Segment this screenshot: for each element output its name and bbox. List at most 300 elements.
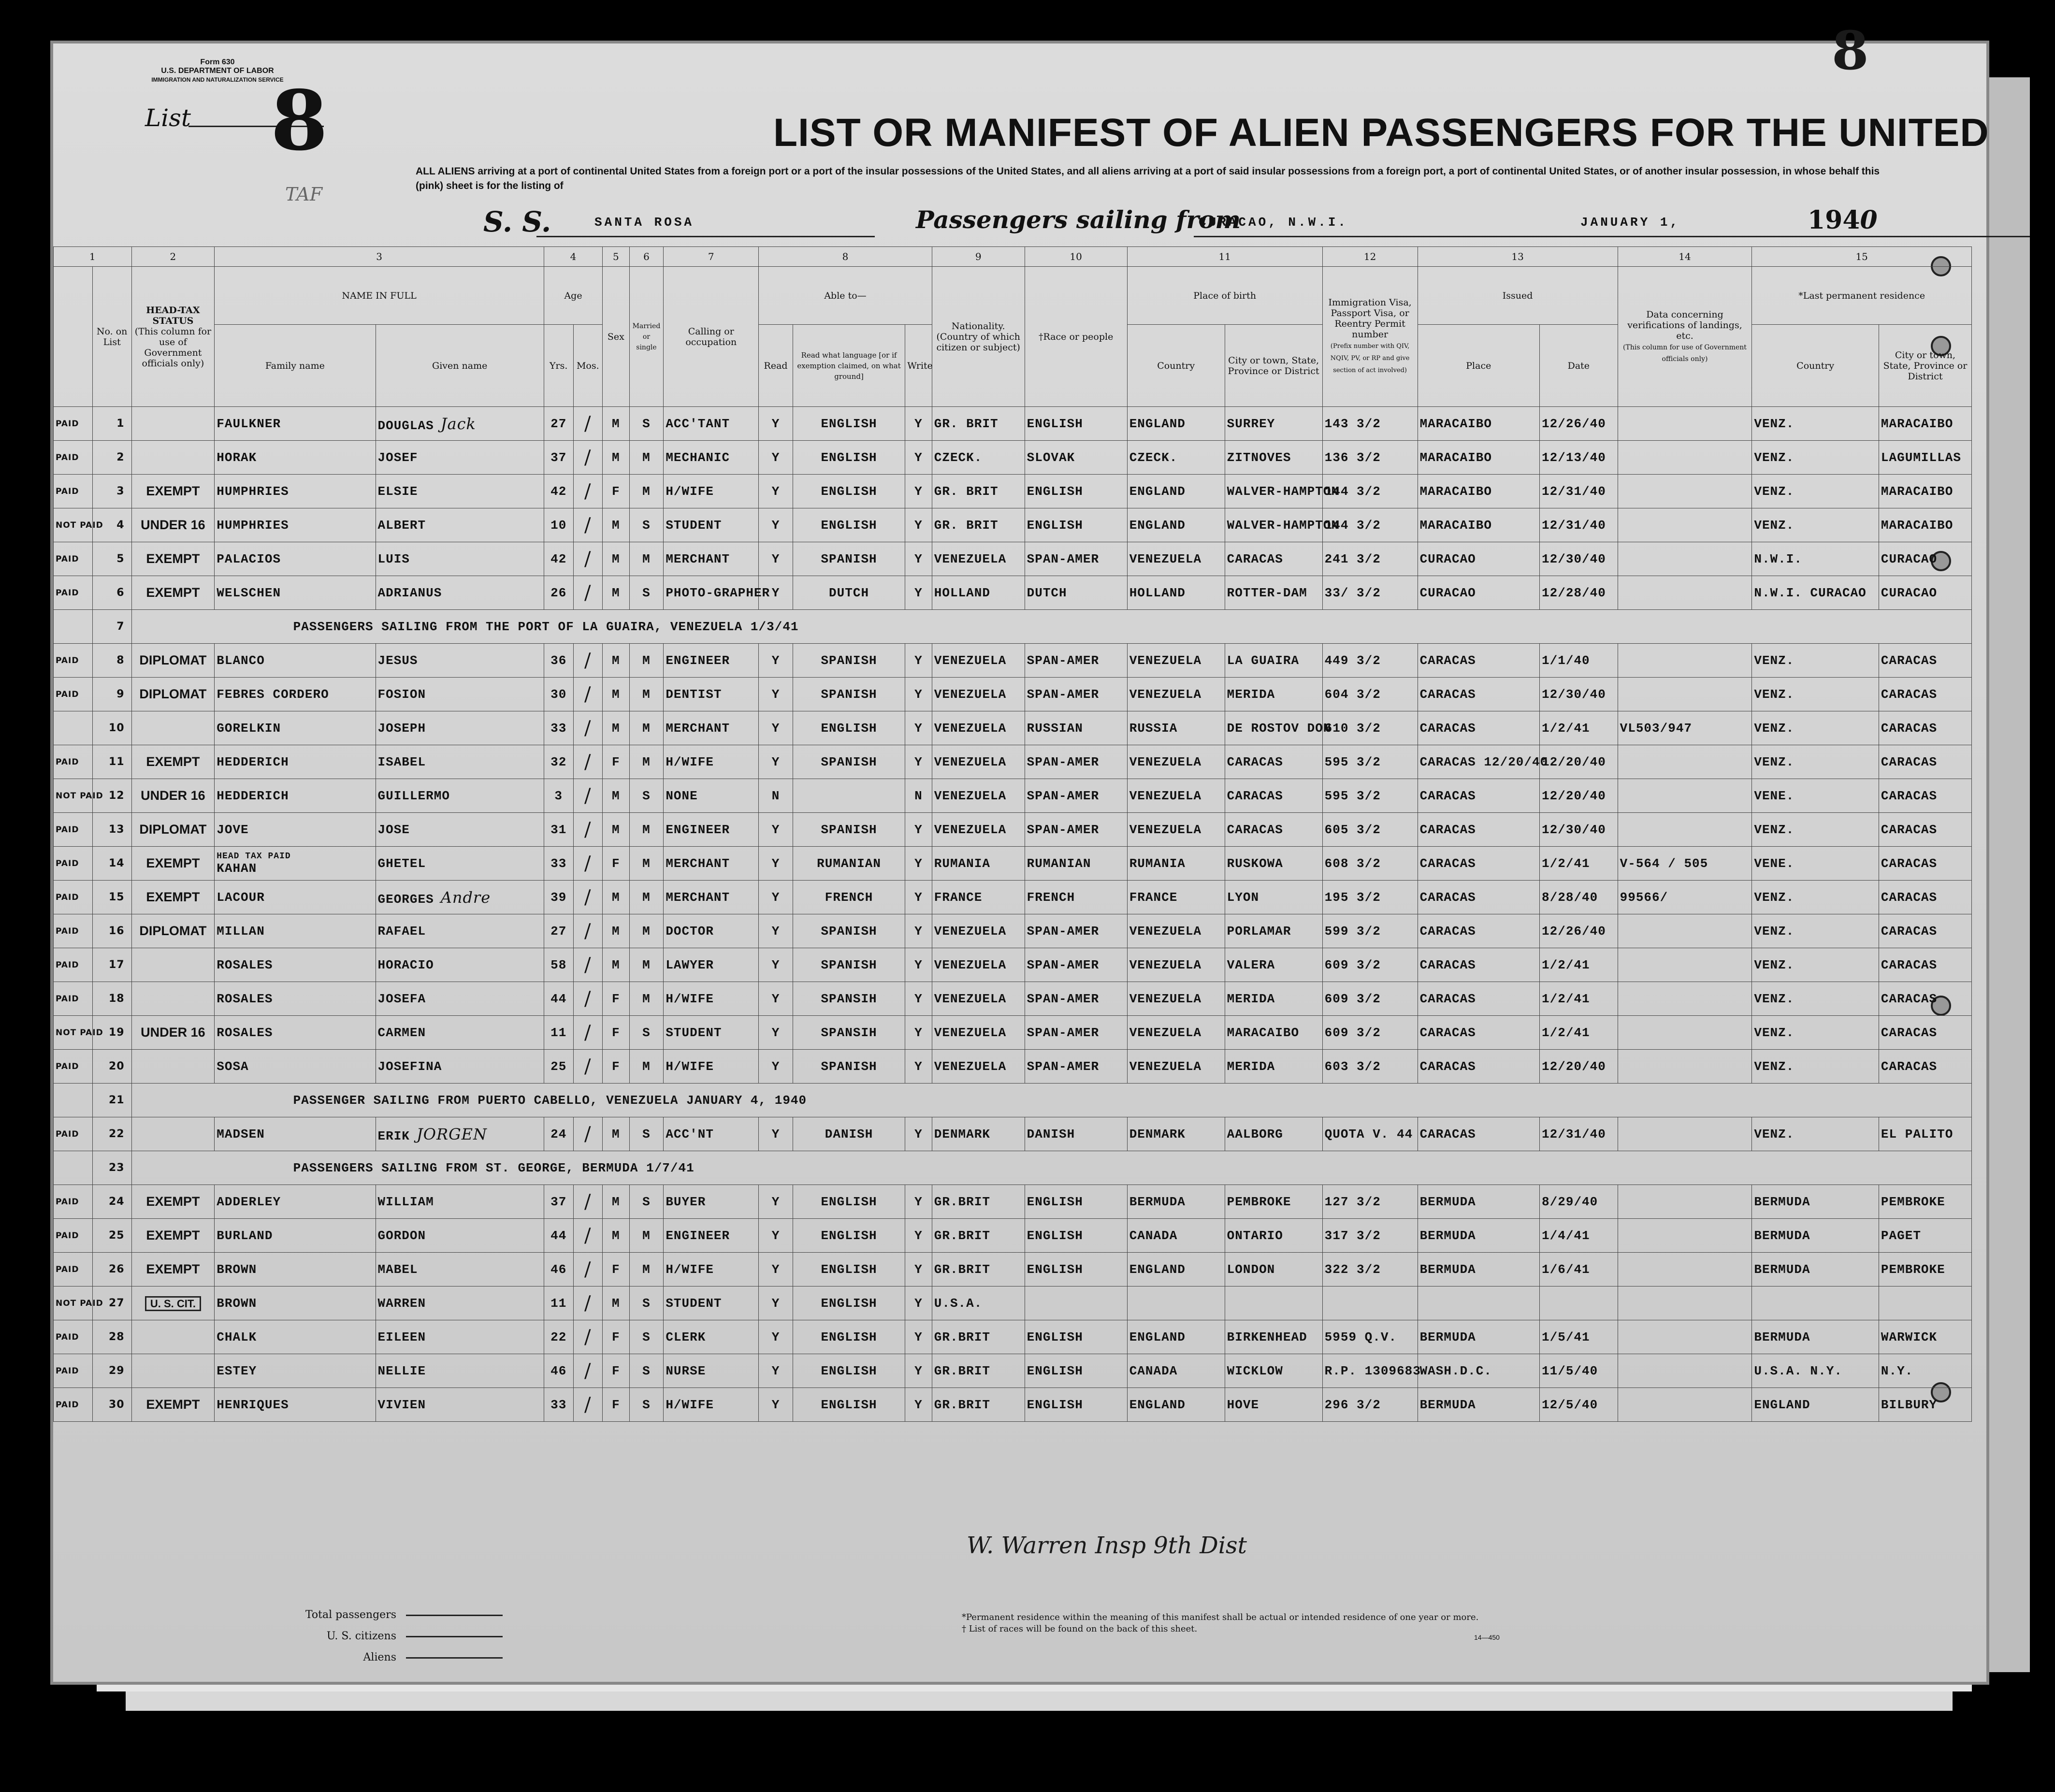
slash-mark: / xyxy=(584,920,592,942)
cell-write: Y xyxy=(905,1219,932,1253)
cell-idate: 1/6/41 xyxy=(1540,1253,1618,1286)
cell-no: 17 xyxy=(92,948,131,982)
cell-visa: 595 3/2 xyxy=(1322,745,1418,779)
cell-ms: M xyxy=(629,678,664,711)
slash-mark: / xyxy=(584,818,592,841)
cell-bcity: WICKLOW xyxy=(1225,1354,1322,1388)
cell-paid: NOT PAID xyxy=(54,779,93,813)
cell-nat: GR.BRIT xyxy=(932,1219,1025,1253)
cell-mos xyxy=(573,475,603,508)
cell-mos xyxy=(573,1185,603,1219)
cell-bcity: ZITNOVES xyxy=(1225,441,1322,475)
cell-read: Y xyxy=(759,881,793,914)
slash-mark: / xyxy=(584,446,592,469)
cell-given xyxy=(376,475,544,508)
cell-family: WELSCHEN xyxy=(215,576,376,610)
row-paid-cell xyxy=(54,610,93,644)
cell-read: Y xyxy=(759,678,793,711)
cell-rcountry: VENZ. xyxy=(1752,914,1879,948)
cell-race: ENGLISH xyxy=(1025,475,1127,508)
cell-idate: 12/30/40 xyxy=(1540,542,1618,576)
cell-ms: S xyxy=(629,1388,664,1422)
col-issued: Issued xyxy=(1418,267,1618,325)
cell-bcity: MARACAIBO xyxy=(1225,1016,1322,1050)
cell-bcity: MERIDA xyxy=(1225,982,1322,1016)
sailing-from: CURACAO, N.W.I. xyxy=(1199,215,1348,230)
cell-yrs: 3 xyxy=(544,779,573,813)
cell-given xyxy=(376,1050,544,1084)
cell-lang: ENGLISH xyxy=(793,711,905,745)
cell-status: DIPLOMAT xyxy=(131,914,215,948)
cell-rcity: LAGUMILLAS xyxy=(1879,441,1971,475)
cell-ms: S xyxy=(629,407,664,441)
col-num-15: 15 xyxy=(1752,247,1972,267)
cell-occ: MERCHANT xyxy=(664,711,759,745)
cell-ms: M xyxy=(629,745,664,779)
cell-bcountry: VENEZUELA xyxy=(1127,745,1225,779)
cell-bcountry: VENEZUELA xyxy=(1127,542,1225,576)
passenger-row xyxy=(54,475,1972,508)
cell-occ: MERCHANT xyxy=(664,847,759,881)
cell-given xyxy=(376,813,544,847)
cell-rcity: CARACAS xyxy=(1879,745,1971,779)
cell-idate: 12/20/40 xyxy=(1540,779,1618,813)
ship-underline xyxy=(536,236,875,237)
cell-status: EXEMPT xyxy=(131,745,215,779)
cell-status: DIPLOMAT xyxy=(131,644,215,678)
cell-iplace: MARACAIBO xyxy=(1418,407,1539,441)
cell-read: Y xyxy=(759,1050,793,1084)
slash-mark: / xyxy=(584,548,592,570)
cell-rcountry: VENZ. xyxy=(1752,745,1879,779)
slash-mark: / xyxy=(584,412,592,435)
cell-rcountry xyxy=(1752,1286,1879,1320)
cell-ms: M xyxy=(629,813,664,847)
cell-family: BURLAND xyxy=(215,1219,376,1253)
cell-bcountry: BERMUDA xyxy=(1127,1185,1225,1219)
paid-col-header xyxy=(54,267,93,407)
cell-verif xyxy=(1618,779,1752,813)
cell-bcountry: ENGLAND xyxy=(1127,1253,1225,1286)
cell-status xyxy=(131,1117,215,1151)
cell-write: Y xyxy=(905,644,932,678)
cell-no: 9 xyxy=(92,678,131,711)
cell-visa: 599 3/2 xyxy=(1322,914,1418,948)
cell-bcity xyxy=(1225,1286,1322,1320)
sailing-year xyxy=(1808,205,1878,235)
section-text: PASSENGERS SAILING FROM THE PORT OF LA GUAIRA, VENEZUELA 1/3/41 xyxy=(293,619,799,634)
cell-bcity: WALVER-HAMPTON xyxy=(1225,508,1322,542)
cell-lang: SPANISH xyxy=(793,914,905,948)
cell-visa: 33/ 3/2 xyxy=(1322,576,1418,610)
cell-visa: 143 3/2 xyxy=(1322,407,1418,441)
cell-paid: PAID xyxy=(54,1185,93,1219)
cell-iplace: CARACAS xyxy=(1418,644,1539,678)
cell-lang: ENGLISH xyxy=(793,441,905,475)
underlying-page-2 xyxy=(126,1691,1953,1711)
cell-family: ROSALES xyxy=(215,948,376,982)
cell-bcity: CARACAS xyxy=(1225,813,1322,847)
cell-rcountry: VENE. xyxy=(1752,779,1879,813)
cell-bcountry: RUSSIA xyxy=(1127,711,1225,745)
cell-paid: PAID xyxy=(54,1354,93,1388)
service: IMMIGRATION AND NATURALIZATION SERVICE xyxy=(151,76,284,83)
cell-ms: M xyxy=(629,644,664,678)
cell-idate: 1/2/41 xyxy=(1540,982,1618,1016)
passenger-row xyxy=(54,1388,1972,1422)
row-paid-cell xyxy=(54,1151,93,1185)
cell-no: 1 xyxy=(92,407,131,441)
cell-rcity xyxy=(1879,1286,1971,1320)
cell-verif xyxy=(1618,508,1752,542)
cell-rcity: CARACAS xyxy=(1879,1016,1971,1050)
cell-idate: 12/20/40 xyxy=(1540,745,1618,779)
passenger-row xyxy=(54,982,1972,1016)
cell-rcountry: VENZ. xyxy=(1752,948,1879,982)
passenger-row xyxy=(54,407,1972,441)
cell-bcity: VALERA xyxy=(1225,948,1322,982)
cell-rcountry: VENZ. xyxy=(1752,881,1879,914)
cell-mos xyxy=(573,644,603,678)
cell-no: 3 xyxy=(92,475,131,508)
slash-mark: / xyxy=(584,1326,592,1348)
cell-mos xyxy=(573,542,603,576)
cell-bcountry: VENEZUELA xyxy=(1127,678,1225,711)
cell-no: 16 xyxy=(92,914,131,948)
cell-given xyxy=(376,1117,544,1151)
slash-mark: / xyxy=(584,1393,592,1416)
cell-write: Y xyxy=(905,576,932,610)
cell-lang: SPANSIH xyxy=(793,1016,905,1050)
cell-occ: H/WIFE xyxy=(664,982,759,1016)
cell-rcity: MARACAIBO xyxy=(1879,407,1971,441)
cell-idate: 1/2/41 xyxy=(1540,847,1618,881)
cell-rcity: PEMBROKE xyxy=(1879,1253,1971,1286)
cell-bcountry: DENMARK xyxy=(1127,1117,1225,1151)
cell-sex: M xyxy=(603,576,630,610)
cell-verif xyxy=(1618,1286,1752,1320)
cell-verif xyxy=(1618,475,1752,508)
cell-iplace xyxy=(1418,1286,1539,1320)
cell-mos xyxy=(573,1219,603,1253)
slash-mark: / xyxy=(584,1190,592,1213)
cell-yrs: 10 xyxy=(544,508,573,542)
cell-family: ROSALES xyxy=(215,982,376,1016)
cell-given xyxy=(376,1219,544,1253)
cell-nat: VENEZUELA xyxy=(932,948,1025,982)
cell-read: Y xyxy=(759,1016,793,1050)
cell-iplace: MARACAIBO xyxy=(1418,475,1539,508)
cell-no: 28 xyxy=(92,1320,131,1354)
cell-mos xyxy=(573,948,603,982)
cell-visa: 449 3/2 xyxy=(1322,644,1418,678)
section-row xyxy=(54,1151,1972,1185)
cell-idate: 12/31/40 xyxy=(1540,475,1618,508)
cell-visa: 127 3/2 xyxy=(1322,1185,1418,1219)
cell-yrs: 32 xyxy=(544,745,573,779)
cell-mos xyxy=(573,1253,603,1286)
cell-visa: 322 3/2 xyxy=(1322,1253,1418,1286)
cell-yrs: 11 xyxy=(544,1016,573,1050)
given-name: JOSEFA xyxy=(377,991,426,1006)
cell-visa: 136 3/2 xyxy=(1322,441,1418,475)
cell-paid: PAID xyxy=(54,813,93,847)
passenger-row xyxy=(54,644,1972,678)
cell-mos xyxy=(573,407,603,441)
cell-ms: M xyxy=(629,914,664,948)
cell-occ: NONE xyxy=(664,779,759,813)
col-given-name: Given name xyxy=(376,325,544,407)
cell-iplace: WASH.D.C. xyxy=(1418,1354,1539,1388)
cell-lang: DANISH xyxy=(793,1117,905,1151)
column-number-row xyxy=(54,247,1972,267)
cell-occ: CLERK xyxy=(664,1320,759,1354)
cell-no: 5 xyxy=(92,542,131,576)
cell-bcity: PEMBROKE xyxy=(1225,1185,1322,1219)
cell-write: Y xyxy=(905,1320,932,1354)
cell-read: Y xyxy=(759,1219,793,1253)
slash-mark: / xyxy=(584,954,592,976)
cell-sex: M xyxy=(603,779,630,813)
cell-idate: 12/31/40 xyxy=(1540,508,1618,542)
cell-race: ENGLISH xyxy=(1025,1219,1127,1253)
cell-ms: M xyxy=(629,1050,664,1084)
cell-nat: U.S.A. xyxy=(932,1286,1025,1320)
cell-yrs: 33 xyxy=(544,847,573,881)
cell-race: ENGLISH xyxy=(1025,1253,1127,1286)
cell-bcity: CARACAS xyxy=(1225,779,1322,813)
col-issued-place: Place xyxy=(1418,325,1539,407)
slash-mark: / xyxy=(584,581,592,604)
cell-nat: VENEZUELA xyxy=(932,711,1025,745)
us-citizens-label: U. S. citizens xyxy=(326,1630,396,1642)
cell-rcountry: VENZ. xyxy=(1752,644,1879,678)
cell-nat: VENEZUELA xyxy=(932,1016,1025,1050)
cell-ms: S xyxy=(629,1016,664,1050)
cell-verif xyxy=(1618,1354,1752,1388)
total-passengers-label: Total passengers xyxy=(305,1609,396,1621)
cell-verif xyxy=(1618,678,1752,711)
cell-status xyxy=(131,711,215,745)
cell-mos xyxy=(573,881,603,914)
cell-verif: V-564 / 505 xyxy=(1618,847,1752,881)
cell-lang: DUTCH xyxy=(793,576,905,610)
cell-visa: 317 3/2 xyxy=(1322,1219,1418,1253)
cell-bcity: ROTTER-DAM xyxy=(1225,576,1322,610)
cell-lang xyxy=(793,779,905,813)
col-res-country: Country xyxy=(1752,325,1879,407)
cell-yrs: 30 xyxy=(544,678,573,711)
cell-bcountry: ENGLAND xyxy=(1127,1320,1225,1354)
slash-mark: / xyxy=(584,717,592,739)
cell-rcity: CARACAS xyxy=(1879,982,1971,1016)
cell-mos xyxy=(573,1388,603,1422)
handwritten-name: JORGEN xyxy=(416,1125,487,1143)
col-nationality: Nationality. (Country of which citizen or subject) xyxy=(932,267,1025,407)
cell-idate: 12/20/40 xyxy=(1540,1050,1618,1084)
cell-bcity: LONDON xyxy=(1225,1253,1322,1286)
cell-sex: M xyxy=(603,407,630,441)
given-name: GEORGES xyxy=(377,892,434,907)
cell-rcountry: VENZ. xyxy=(1752,475,1879,508)
cell-no: 29 xyxy=(92,1354,131,1388)
cell-race: SPAN-AMER xyxy=(1025,1016,1127,1050)
ss-label: S. S. xyxy=(483,205,551,238)
cell-verif xyxy=(1618,542,1752,576)
page-title: LIST OR MANIFEST OF ALIEN PASSENGERS FOR THE UNITED xyxy=(773,111,1989,155)
col-read-language: Read what language [or if exemption claimed, on what ground] xyxy=(793,325,905,407)
cell-no: 14 xyxy=(92,847,131,881)
cell-yrs: 37 xyxy=(544,441,573,475)
passenger-row xyxy=(54,576,1972,610)
cell-given xyxy=(376,948,544,982)
cell-yrs: 25 xyxy=(544,1050,573,1084)
cell-nat: VENEZUELA xyxy=(932,982,1025,1016)
cell-iplace: CARACAS xyxy=(1418,779,1539,813)
cell-lang: ENGLISH xyxy=(793,1185,905,1219)
passenger-row xyxy=(54,542,1972,576)
cell-family: HEDDERICH xyxy=(215,745,376,779)
form-number: Form 630 xyxy=(200,58,235,66)
cell-mos xyxy=(573,1117,603,1151)
cell-idate: 8/29/40 xyxy=(1540,1185,1618,1219)
cell-family: HORAK xyxy=(215,441,376,475)
cell-family: HUMPHRIES xyxy=(215,508,376,542)
cell-lang: ENGLISH xyxy=(793,1286,905,1320)
cell-read: Y xyxy=(759,1253,793,1286)
cell-paid: PAID xyxy=(54,475,93,508)
total-passengers xyxy=(232,1604,503,1626)
cell-family: HENRIQUES xyxy=(215,1388,376,1422)
cell-rcity: CARACAS xyxy=(1879,948,1971,982)
cell-idate: 1/2/41 xyxy=(1540,948,1618,982)
cell-iplace: CARACAS xyxy=(1418,1016,1539,1050)
cell-iplace: CARACAS xyxy=(1418,881,1539,914)
cell-nat: GR.BRIT xyxy=(932,1354,1025,1388)
cell-mos xyxy=(573,745,603,779)
cell-given xyxy=(376,779,544,813)
cell-mos xyxy=(573,779,603,813)
given-name: WILLIAM xyxy=(377,1194,434,1209)
cell-yrs: 39 xyxy=(544,881,573,914)
cell-given xyxy=(376,508,544,542)
cell-ms: S xyxy=(629,1286,664,1320)
passenger-row xyxy=(54,948,1972,982)
slash-mark: / xyxy=(584,1258,592,1281)
cell-no: 24 xyxy=(92,1185,131,1219)
passenger-row xyxy=(54,711,1972,745)
cell-read: Y xyxy=(759,1320,793,1354)
cell-no: 10 xyxy=(92,711,131,745)
cell-race: SPAN-AMER xyxy=(1025,982,1127,1016)
cell-bcountry: VENEZUELA xyxy=(1127,982,1225,1016)
cell-sex: M xyxy=(603,1185,630,1219)
cell-read: Y xyxy=(759,745,793,779)
cell-iplace: CARACAS xyxy=(1418,914,1539,948)
cell-rcountry: BERMUDA xyxy=(1752,1253,1879,1286)
cell-status: DIPLOMAT xyxy=(131,678,215,711)
cell-rcity: WARWICK xyxy=(1879,1320,1971,1354)
cell-yrs: 27 xyxy=(544,914,573,948)
cell-bcity: BIRKENHEAD xyxy=(1225,1320,1322,1354)
cell-occ: ACC'TANT xyxy=(664,407,759,441)
cell-write: Y xyxy=(905,1117,932,1151)
cell-status xyxy=(131,948,215,982)
cell-race: ENGLISH xyxy=(1025,1320,1127,1354)
cell-nat: GR.BRIT xyxy=(932,1253,1025,1286)
given-name: ELSIE xyxy=(377,484,418,499)
cell-sex: F xyxy=(603,1050,630,1084)
cell-paid: PAID xyxy=(54,914,93,948)
sailing-label: Passengers sailing from xyxy=(916,205,1241,234)
cell-ms: S xyxy=(629,508,664,542)
cell-rcity: CARACAS xyxy=(1879,847,1971,881)
cell-bcity: PORLAMAR xyxy=(1225,914,1322,948)
cell-no: 4 xyxy=(92,508,131,542)
cell-nat: GR.BRIT xyxy=(932,1185,1025,1219)
cell-read: Y xyxy=(759,948,793,982)
cell-occ: NURSE xyxy=(664,1354,759,1388)
cell-idate: 1/2/41 xyxy=(1540,1016,1618,1050)
head-tax-note: (This column for use of Government officials only) xyxy=(134,326,212,369)
col-num-9: 9 xyxy=(932,247,1025,267)
cell-paid: PAID xyxy=(54,1219,93,1253)
cell-bcity: DE ROSTOV DON xyxy=(1225,711,1322,745)
passenger-row xyxy=(54,779,1972,813)
cell-write: Y xyxy=(905,475,932,508)
cell-idate: 12/31/40 xyxy=(1540,1117,1618,1151)
cell-paid: PAID xyxy=(54,542,93,576)
passenger-row xyxy=(54,1320,1972,1354)
cell-idate: 12/30/40 xyxy=(1540,678,1618,711)
cell-sex: M xyxy=(603,948,630,982)
cell-given xyxy=(376,441,544,475)
cell-no: 12 xyxy=(92,779,131,813)
cell-bcountry: ENGLAND xyxy=(1127,475,1225,508)
cell-lang: ENGLISH xyxy=(793,508,905,542)
col-num-11: 11 xyxy=(1127,247,1322,267)
cell-family: BROWN xyxy=(215,1253,376,1286)
cell-occ: H/WIFE xyxy=(664,475,759,508)
cell-no: 19 xyxy=(92,1016,131,1050)
cell-rcity: CARACAS xyxy=(1879,1050,1971,1084)
cell-bcity: LA GUAIRA xyxy=(1225,644,1322,678)
cell-given xyxy=(376,678,544,711)
cell-paid: PAID xyxy=(54,745,93,779)
cell-mos xyxy=(573,1286,603,1320)
given-name: ISABEL xyxy=(377,754,426,769)
cell-visa: 609 3/2 xyxy=(1322,948,1418,982)
year-handwritten: 0 xyxy=(1860,205,1878,235)
col-issued-date: Date xyxy=(1540,325,1618,407)
passenger-row xyxy=(54,745,1972,779)
col-num-13: 13 xyxy=(1418,247,1618,267)
cell-status xyxy=(131,1354,215,1388)
cell-rcity: CURACAO xyxy=(1879,542,1971,576)
cell-nat: CZECK. xyxy=(932,441,1025,475)
passenger-row xyxy=(54,1185,1972,1219)
cell-ms: M xyxy=(629,441,664,475)
cell-no: 30 xyxy=(92,1388,131,1422)
cell-bcountry: CANADA xyxy=(1127,1219,1225,1253)
cell-yrs: 42 xyxy=(544,475,573,508)
cell-visa: 603 3/2 xyxy=(1322,1050,1418,1084)
given-name: LUIS xyxy=(377,551,410,566)
cell-occ: H/WIFE xyxy=(664,745,759,779)
cell-bcity: MERIDA xyxy=(1225,678,1322,711)
cell-rcountry: U.S.A. N.Y. xyxy=(1752,1354,1879,1388)
cell-rcity: MARACAIBO xyxy=(1879,475,1971,508)
